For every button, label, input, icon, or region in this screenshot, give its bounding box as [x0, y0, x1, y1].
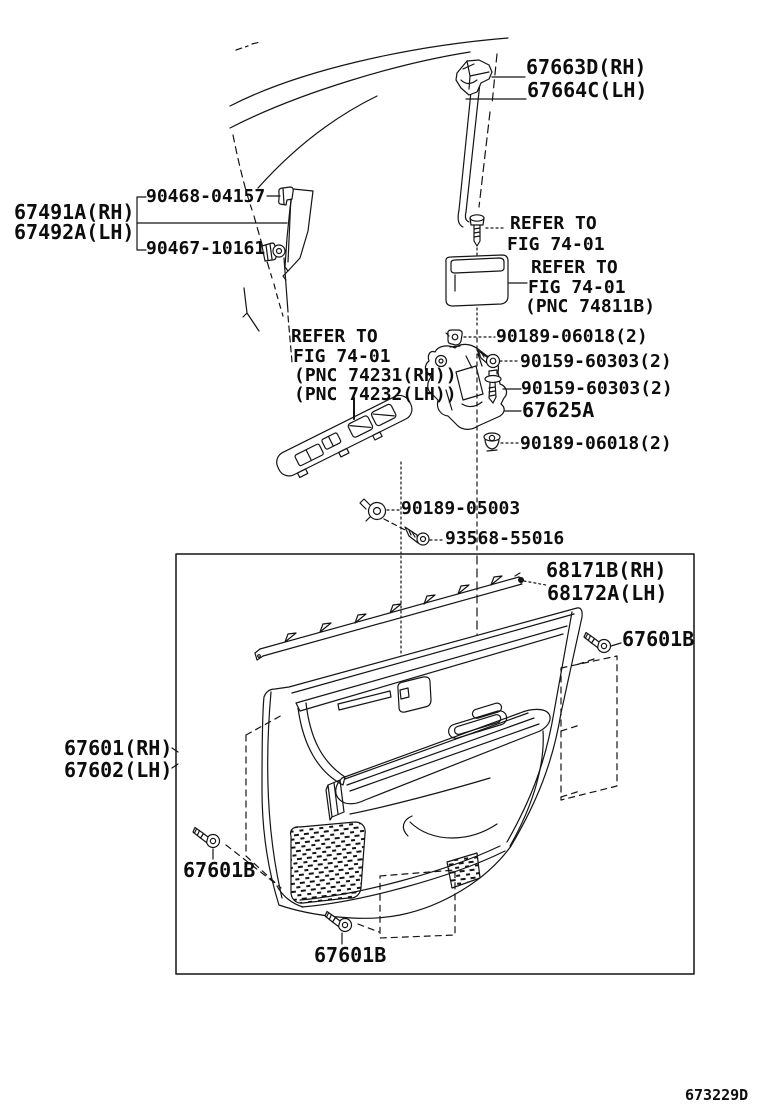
part-label-garnish-rh: 67491A(RH)	[14, 200, 135, 224]
grommet-90189-upper-icon	[446, 330, 495, 347]
part-label-clip-trim-right: 67601B	[622, 627, 695, 651]
trim-board-label-leader	[172, 748, 178, 768]
refer-note-top-line2: FIG 74-01	[507, 234, 605, 255]
front-pillar-corner-trim-drawing	[456, 60, 526, 99]
clip-67601b-left-icon	[193, 828, 220, 848]
grommet-90189-05003-icon	[360, 499, 400, 521]
clip-67601b-right-icon	[584, 633, 611, 653]
part-label-garnish-lh: 67492A(LH)	[14, 220, 135, 244]
switch-bezel-drawing	[273, 392, 418, 484]
part-label-pillar-trim-lh: 67664C(LH)	[527, 78, 648, 102]
grommet-screw-link	[384, 519, 407, 531]
refer-note-switch-line2: FIG 74-01	[293, 346, 391, 367]
part-label-belt-molding-lh: 68172A(LH)	[547, 581, 668, 605]
screw-93568-icon	[405, 527, 444, 545]
refer-note-pocket-line2: FIG 74-01	[528, 277, 626, 298]
clip-right-leader	[611, 643, 621, 646]
part-label-screw-upper: 90159-60303(2)	[520, 351, 672, 372]
part-label-clip-trim-bottom: 67601B	[314, 943, 387, 967]
figure-code: 673229D	[685, 1086, 749, 1104]
part-label-pillar-trim-rh: 67663D(RH)	[526, 55, 647, 79]
part-label-trim-board-lh: 67602(LH)	[64, 758, 173, 782]
grommet-90189-lower-icon	[484, 433, 519, 451]
door-pocket-drawing	[446, 255, 527, 306]
part-label-clip-b: 90467-10161	[146, 238, 266, 259]
part-label-trim-board-rh: 67601(RH)	[64, 736, 173, 760]
part-label-screw-lower: 90159-60303(2)	[521, 378, 673, 399]
part-label-belt-molding-rh: 68171B(RH)	[546, 558, 667, 582]
door-trim-board-drawing	[262, 608, 582, 918]
part-label-grommet-single: 90189-05003	[401, 498, 521, 519]
refer-note-top-line1: REFER TO	[510, 213, 597, 234]
refer-note-pocket-line1: REFER TO	[531, 257, 618, 278]
clip-90467-icon	[262, 243, 285, 261]
part-label-screw-tapping: 93568-55016	[445, 528, 565, 549]
refer-note-pocket-line3: (PNC 74811B)	[525, 296, 656, 317]
part-label-grommet-lower: 90189-06018(2)	[520, 433, 672, 454]
refer-note-switch-line3: (PNC 74231(RH))	[294, 365, 457, 386]
part-label-clip-trim-left: 67601B	[183, 858, 256, 882]
part-label-grommet-upper: 90189-06018(2)	[496, 326, 648, 347]
part-label-pull-bracket: 67625A	[522, 398, 595, 422]
refer-note-switch-line4: (PNC 74232(LH))	[294, 384, 457, 405]
part-label-clip-a: 90468-04157	[146, 186, 266, 207]
refer-note-switch-line1: REFER TO	[291, 326, 378, 347]
